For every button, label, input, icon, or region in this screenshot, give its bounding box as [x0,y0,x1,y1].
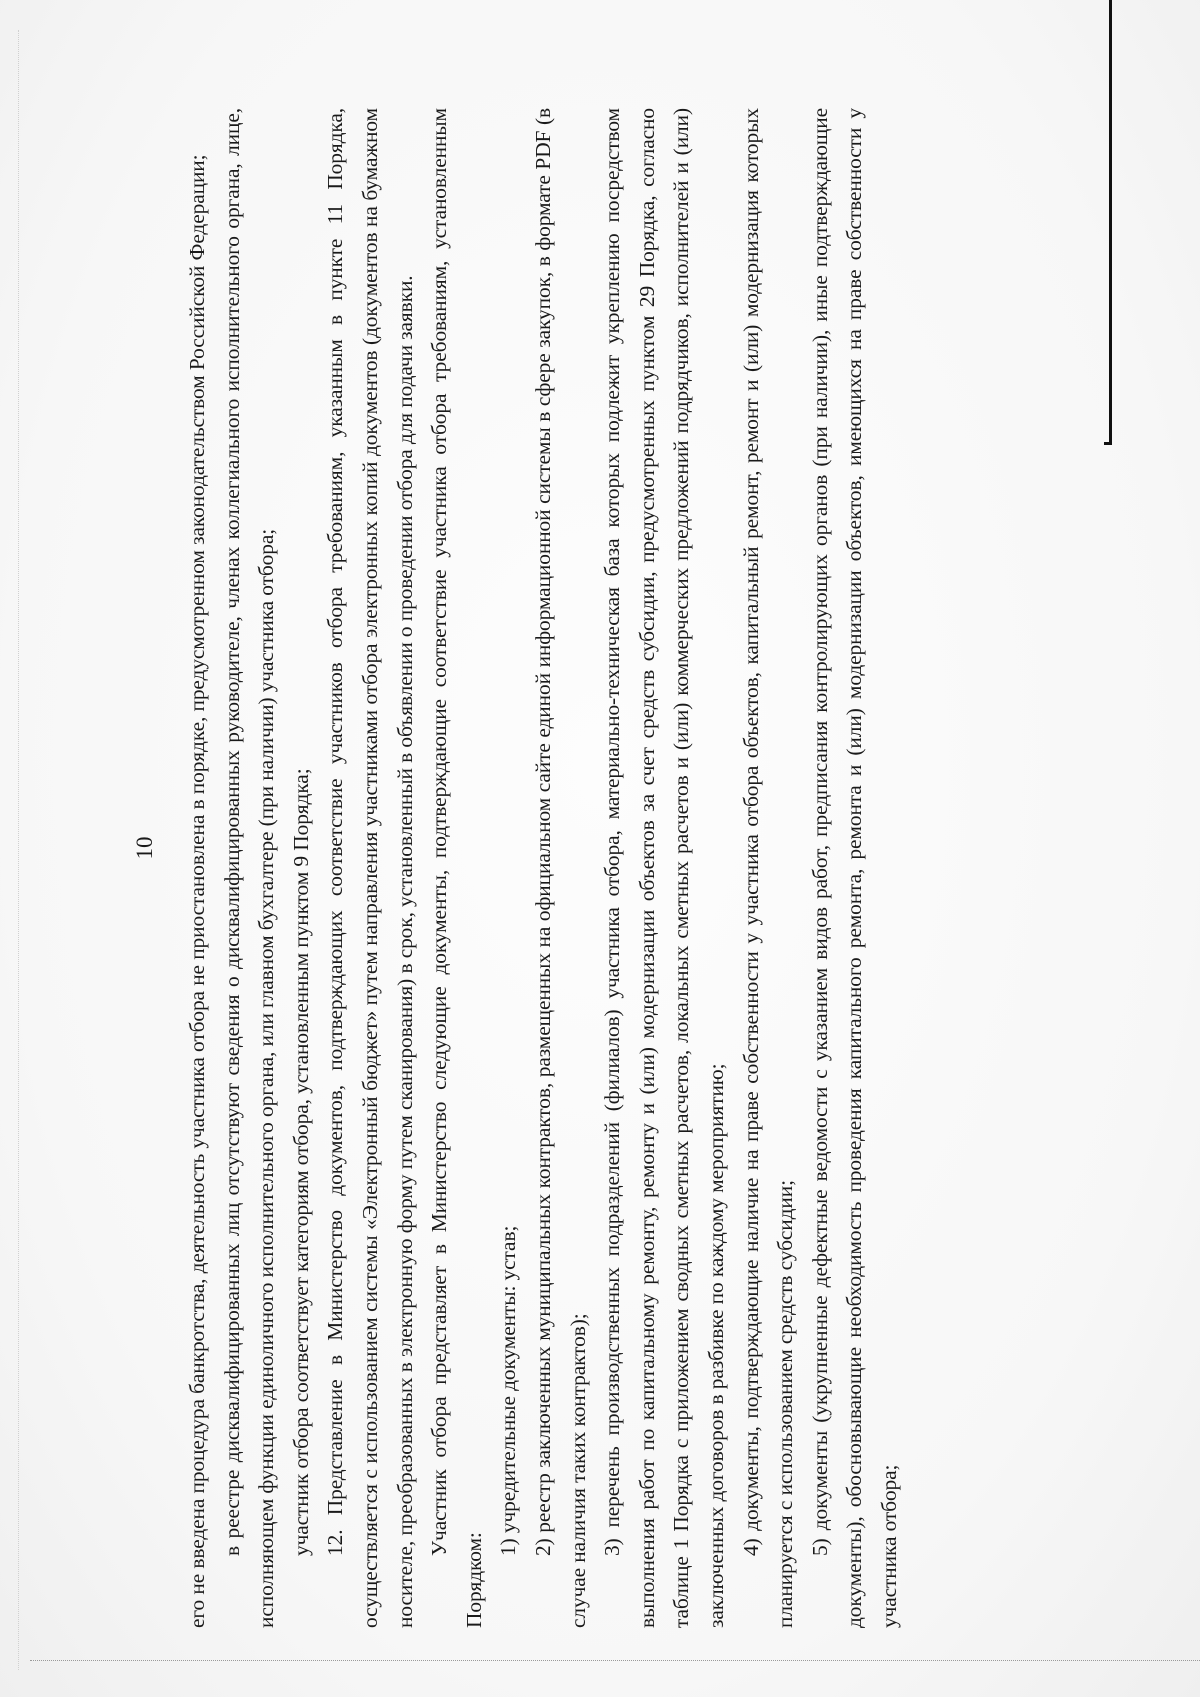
list-item: 2) реестр заключенных муниципальных контрактов, размещенных на официальном сайте единой информационной системы в сфере закупок, в формате PDF (в случае наличия таких контрактов); [530,108,590,1628]
scan-edge-bottom [30,1660,1200,1662]
list-item: 5) документы (укрупненные дефектные ведомости с указанием видов работ, предписания контролирующих органов (при наличии), иные подтверждающие документы), обосновывающие необходимость проведения капитального ремонта, ремонта и (или) модернизации объектов, имеющихся на праве собственности у участника отбора; [807,108,901,1628]
paragraph: участник отбора соответствует категориям отбора, установленным пунктом 9 Порядка; [288,768,313,1556]
list-item: 1) учредительные документы: устав; [496,1225,521,1556]
page-number: 10 [132,836,157,860]
paragraph: Участник отбора представляет в Министерство следующие документы, подтверждающие соответствие участника отбора требованиям, установленным Порядком: [427,108,486,1628]
paragraph: его не введена процедура банкротства, деятельность участника отбора не приостановлена в порядке, предусмотренном законодательством Российской Федерации; [185,154,209,1628]
paragraph: в реестре дисквалифицированных лиц отсутствуют сведения о дисквалифицированных руководителе, членах коллегиального исполнительного органа, лице, исполняющем функции единоличного исполнительного органа, или главном бухгалтере (при наличии) участника отбора; [219,108,279,1628]
list-item: 3) перечень производственных подразделений (филиалов) участника отбора, материально-техническая база которых подлежит укреплению посредством выполнения работ по капитальному ремонту, ремонту и (или) модернизации объектов за счет средств субсидии, предусмотренных пунктом 29 Порядка, согласно таблице 1 Порядка с приложением сводных сметных расчетов, локальных сметных расчетов и (или) коммерческих предложений подрядчиков, исполнителей и (или) заключенных договоров в разбивке по каждому мероприятию; [600,108,728,1628]
rotated-content [110,68,1110,1628]
body-text [180,108,906,1628]
list-item: 4) документы, подтверждающие наличие на праве собственности у участника отбора объектов, капитальный ремонт, ремонт и (или) модернизация которых планируется с использованием средств субсидии; [738,108,798,1628]
scan-edge-left [18,30,20,1670]
paragraph: 12. Представление в Министерство документов, подтверждающих соответствие участников отбора требованиям, указанным в пункте 11 Порядка, осуществляется с использованием системы «Электронный бюджет» путем направления участниками отбора электронных копий документов (документов на бумажном носителе, преобразованных в электронную форму путем сканирования) в срок, установленный в объявлении о проведении отбора для подачи заявки. [323,108,417,1628]
